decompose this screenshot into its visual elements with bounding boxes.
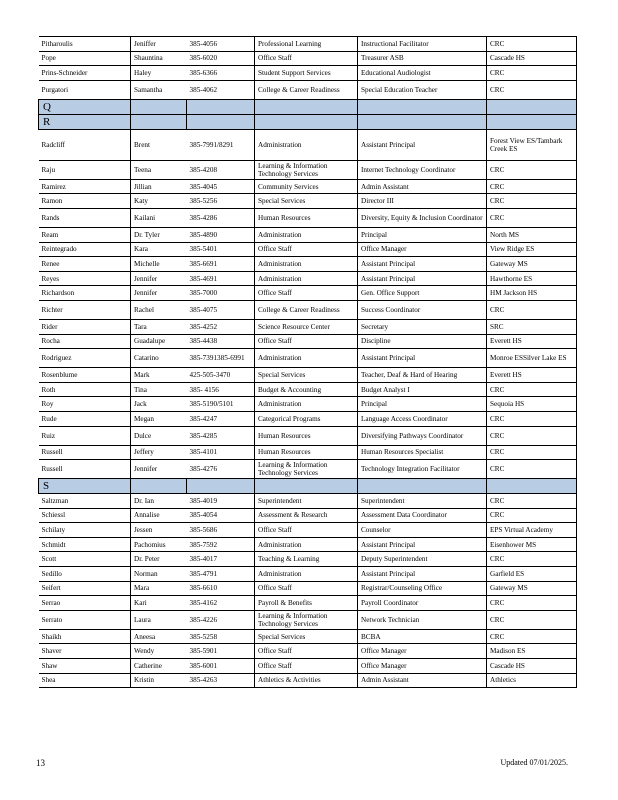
- table-row: [39, 349, 577, 368]
- first-name-cell: Rachel: [131, 300, 187, 319]
- first-name-cell: Kara: [131, 242, 187, 257]
- last-name-cell: Rodriguez: [39, 349, 131, 368]
- table-row: [39, 300, 577, 319]
- phone-number-cell: 385-5401: [187, 242, 255, 257]
- job-title-cell: Special Education Teacher: [358, 80, 487, 99]
- first-name-cell: Samantha: [131, 80, 187, 99]
- table-row: [39, 460, 577, 479]
- location-cell: CRC: [487, 300, 577, 319]
- department-cell: Superintendent: [255, 494, 358, 509]
- phone-number-cell: 385-7391385-6991: [187, 349, 255, 368]
- department-cell: Office Staff: [255, 644, 358, 659]
- job-title-cell: Admin Assistant: [358, 673, 487, 688]
- department-cell: College & Career Readiness: [255, 80, 358, 99]
- last-name-cell: Shea: [39, 673, 131, 688]
- last-name-cell: Serrato: [39, 610, 131, 629]
- directory-table: [38, 36, 577, 688]
- location-cell: CRC: [487, 80, 577, 99]
- table-row: [39, 51, 577, 66]
- phone-number-cell: 385-4691: [187, 271, 255, 286]
- section-letter-cell: [131, 479, 187, 494]
- last-name-cell: Sedillo: [39, 567, 131, 582]
- job-title-cell: Gen. Office Support: [358, 286, 487, 301]
- department-cell: Community Services: [255, 179, 358, 194]
- department-cell: Teaching & Learning: [255, 552, 358, 567]
- department-cell: Special Services: [255, 629, 358, 644]
- location-cell: Eisenhower MS: [487, 537, 577, 552]
- phone-number-cell: 385-4062: [187, 80, 255, 99]
- first-name-cell: Dr. Ian: [131, 494, 187, 509]
- first-name-cell: Norman: [131, 567, 187, 582]
- phone-number-cell: 385-4285: [187, 426, 255, 445]
- table-row: [39, 129, 577, 160]
- table-row: [39, 334, 577, 349]
- last-name-cell: Reintegrado: [39, 242, 131, 257]
- first-name-cell: Dr. Peter: [131, 552, 187, 567]
- first-name-cell: Megan: [131, 411, 187, 426]
- first-name-cell: Catherine: [131, 659, 187, 674]
- phone-number-cell: 385-4247: [187, 411, 255, 426]
- first-name-cell: Teena: [131, 160, 187, 179]
- section-letter-cell: [255, 99, 358, 114]
- phone-number-cell: 385-4276: [187, 460, 255, 479]
- job-title-cell: Assistant Principal: [358, 257, 487, 272]
- location-cell: CRC: [487, 508, 577, 523]
- location-cell: HM Jackson HS: [487, 286, 577, 301]
- last-name-cell: Russell: [39, 445, 131, 460]
- section-letter: S: [39, 479, 131, 494]
- department-cell: Office Staff: [255, 523, 358, 538]
- location-cell: Garfield ES: [487, 567, 577, 582]
- first-name-cell: Jeniffer: [131, 37, 187, 52]
- section-letter-cell: [487, 479, 577, 494]
- section-letter-row: [39, 114, 577, 129]
- job-title-cell: Treasurer ASB: [358, 51, 487, 66]
- department-cell: Categorical Programs: [255, 411, 358, 426]
- first-name-cell: Kari: [131, 596, 187, 611]
- location-cell: EPS Virtual Academy: [487, 523, 577, 538]
- phone-number-cell: 385-4286: [187, 208, 255, 227]
- department-cell: Administration: [255, 271, 358, 286]
- section-letter-cell: [255, 114, 358, 129]
- section-letter-cell: [487, 99, 577, 114]
- table-row: [39, 537, 577, 552]
- job-title-cell: Assistant Principal: [358, 349, 487, 368]
- location-cell: Sequoia HS: [487, 397, 577, 412]
- first-name-cell: Jillian: [131, 179, 187, 194]
- last-name-cell: Roth: [39, 382, 131, 397]
- location-cell: Hawthorne ES: [487, 271, 577, 286]
- last-name-cell: Rider: [39, 319, 131, 334]
- last-name-cell: Ream: [39, 227, 131, 242]
- table-row: [39, 179, 577, 194]
- location-cell: Everett HS: [487, 368, 577, 383]
- job-title-cell: Internet Technology Coordinator: [358, 160, 487, 179]
- department-cell: Human Resources: [255, 426, 358, 445]
- first-name-cell: Mark: [131, 368, 187, 383]
- job-title-cell: Assistant Principal: [358, 567, 487, 582]
- first-name-cell: Kailani: [131, 208, 187, 227]
- first-name-cell: Brent: [131, 129, 187, 160]
- section-letter-cell: [358, 99, 487, 114]
- first-name-cell: Jessen: [131, 523, 187, 538]
- last-name-cell: Shaver: [39, 644, 131, 659]
- first-name-cell: Jennifer: [131, 271, 187, 286]
- first-name-cell: Jennifer: [131, 286, 187, 301]
- location-cell: Gateway MS: [487, 581, 577, 596]
- first-name-cell: Haley: [131, 66, 187, 81]
- first-name-cell: Dulce: [131, 426, 187, 445]
- job-title-cell: Network Technician: [358, 610, 487, 629]
- location-cell: CRC: [487, 596, 577, 611]
- table-row: [39, 552, 577, 567]
- department-cell: Office Staff: [255, 334, 358, 349]
- location-cell: Forest View ES/Tambark Creek ES: [487, 129, 577, 160]
- phone-number-cell: 385-6691: [187, 257, 255, 272]
- job-title-cell: Teacher, Deaf & Hard of Hearing: [358, 368, 487, 383]
- table-row: [39, 659, 577, 674]
- last-name-cell: Rocha: [39, 334, 131, 349]
- location-cell: CRC: [487, 445, 577, 460]
- job-title-cell: Educational Audiologist: [358, 66, 487, 81]
- phone-number-cell: 385-7592: [187, 537, 255, 552]
- location-cell: CRC: [487, 610, 577, 629]
- location-cell: CRC: [487, 552, 577, 567]
- section-letter-cell: [187, 479, 255, 494]
- table-row: [39, 66, 577, 81]
- job-title-cell: Human Resources Specialist: [358, 445, 487, 460]
- last-name-cell: Rude: [39, 411, 131, 426]
- phone-number-cell: 385-4438: [187, 334, 255, 349]
- last-name-cell: Ramirez: [39, 179, 131, 194]
- table-row: [39, 508, 577, 523]
- last-name-cell: Pitharoulis: [39, 37, 131, 52]
- last-name-cell: Schiessl: [39, 508, 131, 523]
- job-title-cell: Admin Assistant: [358, 179, 487, 194]
- location-cell: CRC: [487, 629, 577, 644]
- phone-number-cell: 385-5901: [187, 644, 255, 659]
- last-name-cell: Russell: [39, 460, 131, 479]
- table-row: [39, 411, 577, 426]
- table-row: [39, 610, 577, 629]
- job-title-cell: Success Coordinator: [358, 300, 487, 319]
- last-name-cell: Roy: [39, 397, 131, 412]
- department-cell: Human Resources: [255, 208, 358, 227]
- first-name-cell: Michelle: [131, 257, 187, 272]
- job-title-cell: Counselor: [358, 523, 487, 538]
- last-name-cell: Schilaty: [39, 523, 131, 538]
- location-cell: Monroe ESSilver Lake ES: [487, 349, 577, 368]
- job-title-cell: Principal: [358, 227, 487, 242]
- department-cell: Assessment & Research: [255, 508, 358, 523]
- department-cell: Administration: [255, 227, 358, 242]
- department-cell: College & Career Readiness: [255, 300, 358, 319]
- job-title-cell: Office Manager: [358, 644, 487, 659]
- last-name-cell: Schmidt: [39, 537, 131, 552]
- phone-number-cell: 385-4045: [187, 179, 255, 194]
- section-letter-row: [39, 99, 577, 114]
- last-name-cell: Ruiz: [39, 426, 131, 445]
- first-name-cell: Tina: [131, 382, 187, 397]
- location-cell: Everett HS: [487, 334, 577, 349]
- phone-number-cell: 385-6366: [187, 66, 255, 81]
- section-letter: R: [39, 114, 131, 129]
- last-name-cell: Saltzman: [39, 494, 131, 509]
- last-name-cell: Raju: [39, 160, 131, 179]
- phone-number-cell: 385-4890: [187, 227, 255, 242]
- department-cell: Office Staff: [255, 581, 358, 596]
- table-row: [39, 271, 577, 286]
- location-cell: North MS: [487, 227, 577, 242]
- last-name-cell: Radcliff: [39, 129, 131, 160]
- table-row: [39, 596, 577, 611]
- updated-date: Updated 07/01/2025.: [500, 758, 568, 767]
- department-cell: Administration: [255, 349, 358, 368]
- job-title-cell: Office Manager: [358, 242, 487, 257]
- last-name-cell: Rands: [39, 208, 131, 227]
- phone-number-cell: 385-4019: [187, 494, 255, 509]
- section-letter-cell: [131, 99, 187, 114]
- location-cell: CRC: [487, 66, 577, 81]
- job-title-cell: Registrar/Counseling Office: [358, 581, 487, 596]
- phone-number-cell: 385-6001: [187, 659, 255, 674]
- last-name-cell: Purgatori: [39, 80, 131, 99]
- first-name-cell: Katy: [131, 194, 187, 209]
- last-name-cell: Ramon: [39, 194, 131, 209]
- job-title-cell: Assistant Principal: [358, 129, 487, 160]
- location-cell: CRC: [487, 494, 577, 509]
- location-cell: CRC: [487, 208, 577, 227]
- table-row: [39, 629, 577, 644]
- phone-number-cell: 385-5686: [187, 523, 255, 538]
- job-title-cell: Payroll Coordinator: [358, 596, 487, 611]
- table-row: [39, 368, 577, 383]
- last-name-cell: Richter: [39, 300, 131, 319]
- department-cell: Learning & Information Technology Services: [255, 460, 358, 479]
- job-title-cell: Budget Analyst I: [358, 382, 487, 397]
- location-cell: View Ridge ES: [487, 242, 577, 257]
- department-cell: Administration: [255, 567, 358, 582]
- section-letter: Q: [39, 99, 131, 114]
- first-name-cell: Tara: [131, 319, 187, 334]
- last-name-cell: Serrao: [39, 596, 131, 611]
- first-name-cell: Wendy: [131, 644, 187, 659]
- department-cell: Office Staff: [255, 659, 358, 674]
- first-name-cell: Mara: [131, 581, 187, 596]
- last-name-cell: Scott: [39, 552, 131, 567]
- section-letter-cell: [131, 114, 187, 129]
- job-title-cell: Superintendent: [358, 494, 487, 509]
- phone-number-cell: 385-4101: [187, 445, 255, 460]
- phone-number-cell: 385-4252: [187, 319, 255, 334]
- job-title-cell: Office Manager: [358, 659, 487, 674]
- table-row: [39, 319, 577, 334]
- department-cell: Administration: [255, 537, 358, 552]
- first-name-cell: Jeffery: [131, 445, 187, 460]
- phone-number-cell: 385-5256: [187, 194, 255, 209]
- phone-number-cell: 385-4017: [187, 552, 255, 567]
- job-title-cell: Assessment Data Coordinator: [358, 508, 487, 523]
- department-cell: Human Resources: [255, 445, 358, 460]
- last-name-cell: Seifert: [39, 581, 131, 596]
- department-cell: Learning & Information Technology Services: [255, 610, 358, 629]
- job-title-cell: Language Access Coordinator: [358, 411, 487, 426]
- table-row: [39, 194, 577, 209]
- last-name-cell: Prins-Schneider: [39, 66, 131, 81]
- table-row: [39, 445, 577, 460]
- section-letter-cell: [187, 99, 255, 114]
- table-row: [39, 426, 577, 445]
- last-name-cell: Renee: [39, 257, 131, 272]
- phone-number-cell: 385-4162: [187, 596, 255, 611]
- table-row: [39, 257, 577, 272]
- department-cell: Administration: [255, 397, 358, 412]
- location-cell: Athletics: [487, 673, 577, 688]
- job-title-cell: Principal: [358, 397, 487, 412]
- job-title-cell: Technology Integration Facilitator: [358, 460, 487, 479]
- location-cell: CRC: [487, 179, 577, 194]
- table-row: [39, 286, 577, 301]
- phone-number-cell: 385-4056: [187, 37, 255, 52]
- section-letter-cell: [187, 114, 255, 129]
- department-cell: Special Services: [255, 194, 358, 209]
- table-row: [39, 37, 577, 52]
- department-cell: Student Support Services: [255, 66, 358, 81]
- phone-number-cell: 385- 4156: [187, 382, 255, 397]
- job-title-cell: Discipline: [358, 334, 487, 349]
- last-name-cell: Pope: [39, 51, 131, 66]
- phone-number-cell: 385-4263: [187, 673, 255, 688]
- job-title-cell: Diversity, Equity & Inclusion Coordinator: [358, 208, 487, 227]
- page-number: 13: [36, 758, 45, 768]
- first-name-cell: Laura: [131, 610, 187, 629]
- last-name-cell: Shaikh: [39, 629, 131, 644]
- section-letter-cell: [358, 479, 487, 494]
- location-cell: CRC: [487, 194, 577, 209]
- department-cell: Administration: [255, 129, 358, 160]
- department-cell: Budget & Accounting: [255, 382, 358, 397]
- job-title-cell: Deputy Superintendent: [358, 552, 487, 567]
- section-letter-row: [39, 479, 577, 494]
- department-cell: Office Staff: [255, 286, 358, 301]
- table-row: [39, 644, 577, 659]
- phone-number-cell: 385-4075: [187, 300, 255, 319]
- table-row: [39, 382, 577, 397]
- location-cell: SRC: [487, 319, 577, 334]
- job-title-cell: Assistant Principal: [358, 537, 487, 552]
- first-name-cell: Jack: [131, 397, 187, 412]
- department-cell: Learning & Information Technology Services: [255, 160, 358, 179]
- first-name-cell: Shauntina: [131, 51, 187, 66]
- phone-number-cell: 385-4054: [187, 508, 255, 523]
- department-cell: Athletics & Activities: [255, 673, 358, 688]
- table-row: [39, 523, 577, 538]
- job-title-cell: Diversifying Pathways Coordinator: [358, 426, 487, 445]
- location-cell: Cascade HS: [487, 659, 577, 674]
- job-title-cell: Secretary: [358, 319, 487, 334]
- first-name-cell: Kristin: [131, 673, 187, 688]
- first-name-cell: Dr. Tyler: [131, 227, 187, 242]
- last-name-cell: Reyes: [39, 271, 131, 286]
- table-row: [39, 567, 577, 582]
- location-cell: CRC: [487, 382, 577, 397]
- section-letter-cell: [358, 114, 487, 129]
- department-cell: Professional Learning: [255, 37, 358, 52]
- table-row: [39, 494, 577, 509]
- table-row: [39, 227, 577, 242]
- last-name-cell: Rosenblume: [39, 368, 131, 383]
- job-title-cell: BCBA: [358, 629, 487, 644]
- phone-number-cell: 385-6020: [187, 51, 255, 66]
- location-cell: CRC: [487, 460, 577, 479]
- department-cell: Payroll & Benefits: [255, 596, 358, 611]
- job-title-cell: Assistant Principal: [358, 271, 487, 286]
- first-name-cell: Annalise: [131, 508, 187, 523]
- phone-number-cell: 385-7991/8291: [187, 129, 255, 160]
- phone-number-cell: 385-7000: [187, 286, 255, 301]
- location-cell: Gateway MS: [487, 257, 577, 272]
- table-row: [39, 242, 577, 257]
- location-cell: Madison ES: [487, 644, 577, 659]
- section-letter-cell: [487, 114, 577, 129]
- phone-number-cell: 385-6610: [187, 581, 255, 596]
- first-name-cell: Catarino: [131, 349, 187, 368]
- department-cell: Office Staff: [255, 51, 358, 66]
- section-letter-cell: [255, 479, 358, 494]
- location-cell: CRC: [487, 160, 577, 179]
- table-row: [39, 581, 577, 596]
- table-row: [39, 397, 577, 412]
- first-name-cell: Aneesa: [131, 629, 187, 644]
- location-cell: CRC: [487, 411, 577, 426]
- table-row: [39, 673, 577, 688]
- table-row: [39, 160, 577, 179]
- job-title-cell: Instructional Facilitator: [358, 37, 487, 52]
- table-row: [39, 80, 577, 99]
- phone-number-cell: 385-4226: [187, 610, 255, 629]
- phone-number-cell: 385-4208: [187, 160, 255, 179]
- location-cell: CRC: [487, 37, 577, 52]
- department-cell: Office Staff: [255, 242, 358, 257]
- first-name-cell: Guadalupe: [131, 334, 187, 349]
- first-name-cell: Jennifer: [131, 460, 187, 479]
- job-title-cell: Director III: [358, 194, 487, 209]
- department-cell: Science Resource Center: [255, 319, 358, 334]
- phone-number-cell: 385-5190/5101: [187, 397, 255, 412]
- location-cell: CRC: [487, 426, 577, 445]
- phone-number-cell: 425-505-3470: [187, 368, 255, 383]
- department-cell: Special Services: [255, 368, 358, 383]
- last-name-cell: Richardson: [39, 286, 131, 301]
- department-cell: Administration: [255, 257, 358, 272]
- phone-number-cell: 385-5258: [187, 629, 255, 644]
- first-name-cell: Pachomius: [131, 537, 187, 552]
- last-name-cell: Shaw: [39, 659, 131, 674]
- location-cell: Cascade HS: [487, 51, 577, 66]
- phone-number-cell: 385-4791: [187, 567, 255, 582]
- table-row: [39, 208, 577, 227]
